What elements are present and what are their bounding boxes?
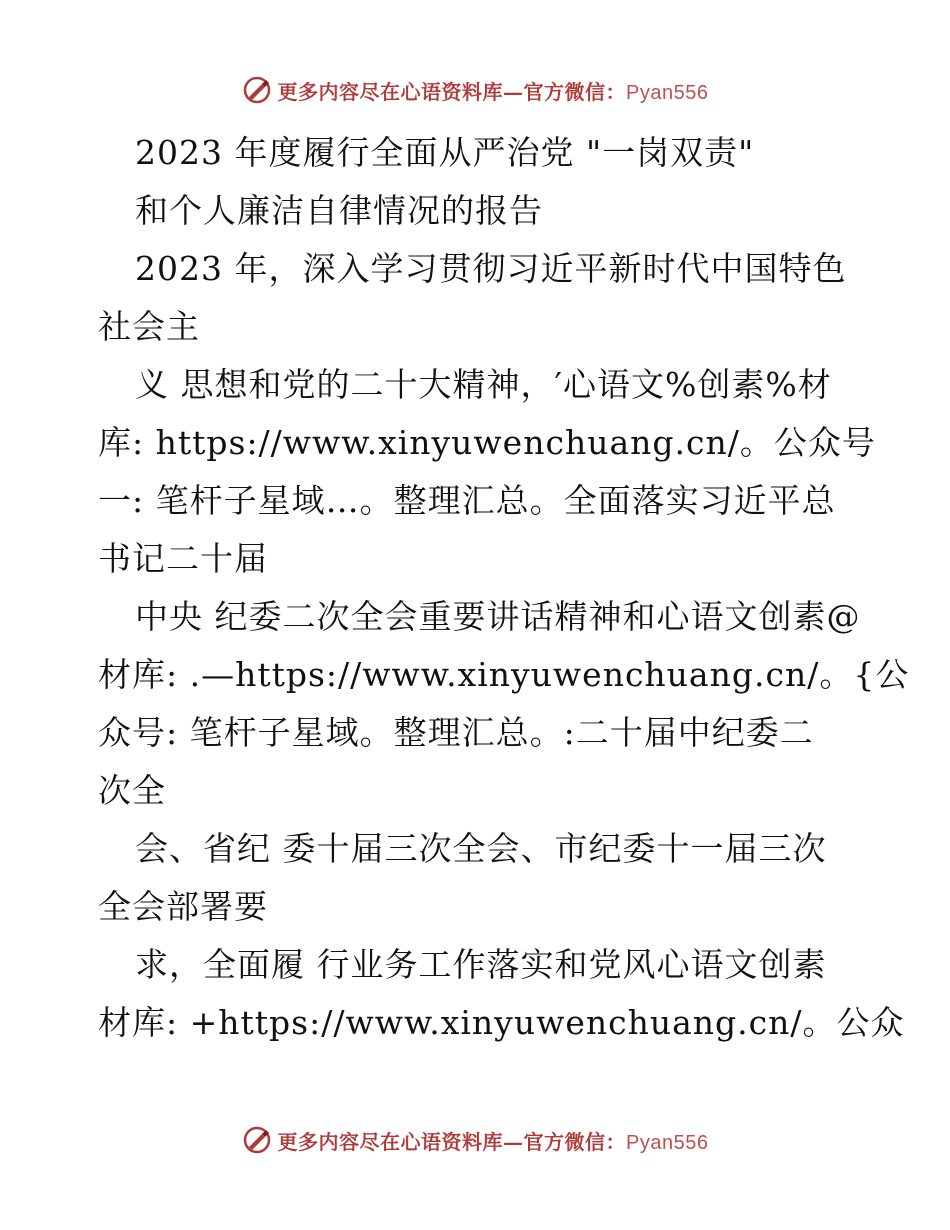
footer-banner <box>0 1120 950 1160</box>
doc-line: 众号: 笔杆子星域。整理汇总。:二十届中纪委二 <box>98 713 814 752</box>
footer-wechat-id: Pyan556 <box>626 1131 709 1154</box>
pen-logo-icon <box>242 1125 272 1155</box>
doc-line: 书记二十届 <box>98 539 268 578</box>
header-wechat-id: Pyan556 <box>626 81 709 104</box>
doc-line: 义 思想和党的二十大精神，′心语文%创素%材 <box>135 365 832 404</box>
footer-banner-text: 更多内容尽在心语资料库—官方微信：Pyan556 <box>277 1129 709 1154</box>
doc-line: 材库: +https://www.xinyuwenchuang.cn/。公众 <box>98 1003 905 1042</box>
doc-line: 中央 纪委二次全会重要讲话精神和心语文创素@ <box>135 597 861 636</box>
doc-line: 库: https://www.xinyuwenchuang.cn/。公众号 <box>98 423 876 462</box>
document-body <box>98 124 910 1052</box>
header-banner-text: 更多内容尽在心语资料库—官方微信：Pyan556 <box>277 79 709 104</box>
doc-line: 2023 年，深入学习贯彻习近平新时代中国特色 <box>135 249 847 288</box>
pen-logo-icon <box>242 75 272 105</box>
doc-title-line-1: 2023 年度履行全面从严治党 "一岗双责" <box>135 133 755 172</box>
header-banner <box>0 70 950 110</box>
doc-title-line-2: 和个人廉洁自律情况的报告 <box>135 191 543 230</box>
doc-line: 全会部署要 <box>98 887 268 926</box>
doc-line: 求，全面履 行业务工作落实和党风心语文创素 <box>135 945 827 984</box>
doc-line: 次全 <box>98 771 166 810</box>
doc-line: 会、省纪 委十届三次全会、市纪委十一届三次 <box>135 829 827 868</box>
doc-line: 材库: .—https://www.xinyuwenchuang.cn/。{公 <box>98 655 910 694</box>
doc-line: 一: 笔杆子星域…。整理汇总。全面落实习近平总 <box>98 481 836 520</box>
doc-line: 社会主 <box>98 307 200 346</box>
